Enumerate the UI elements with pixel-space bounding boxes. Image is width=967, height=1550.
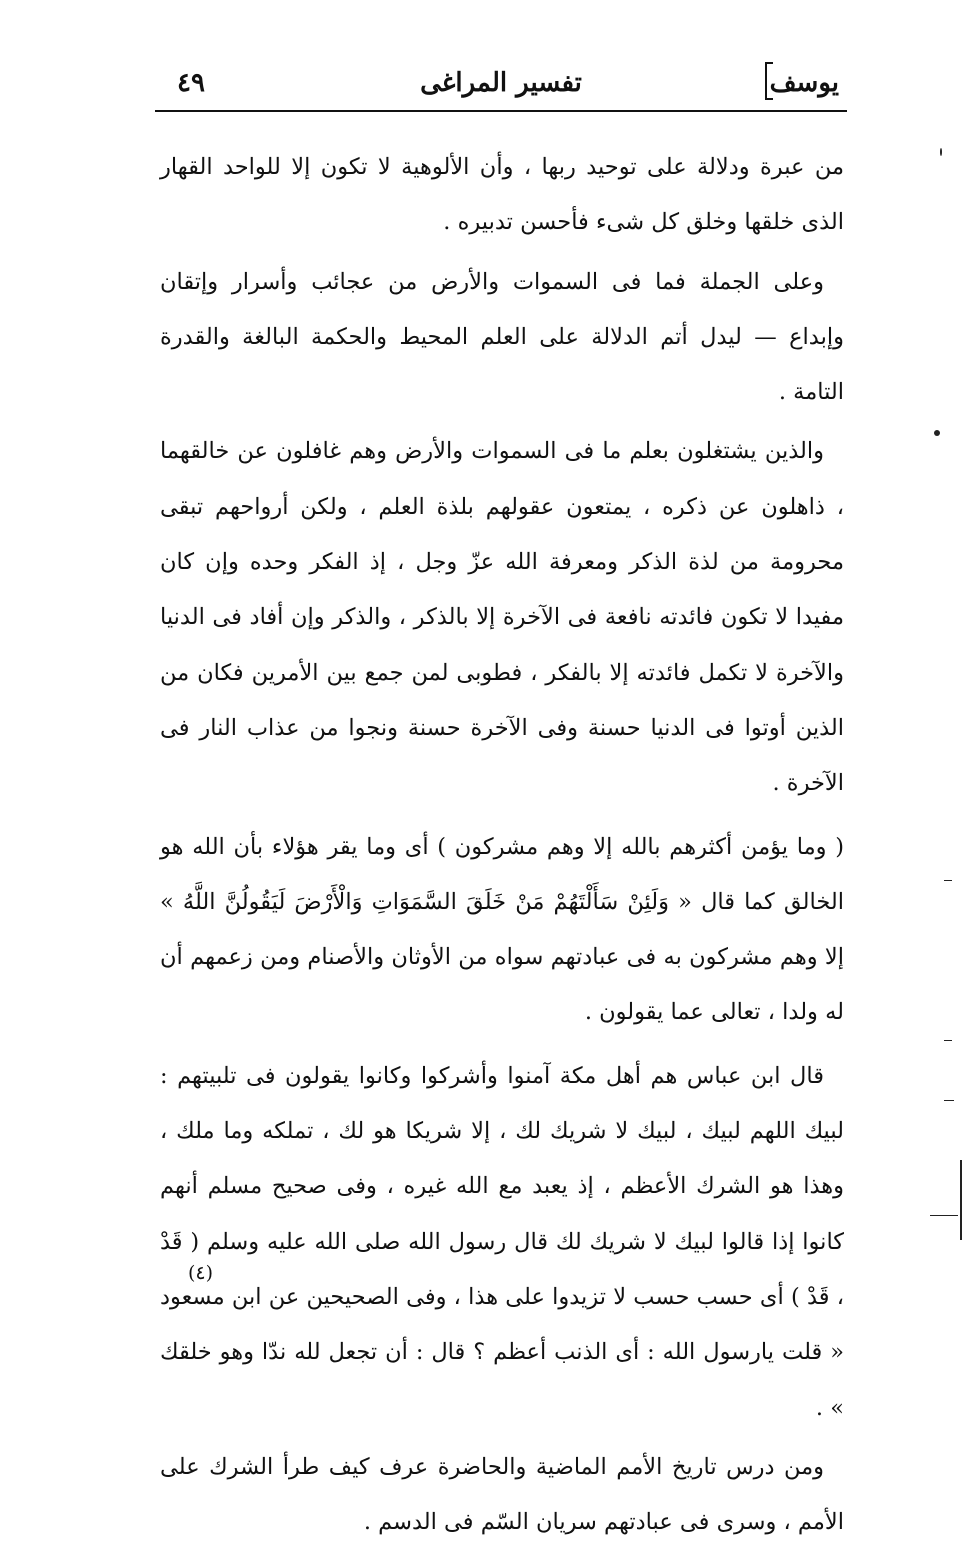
paragraph-6 — [160, 1440, 844, 1550]
text-line: وهم مشركون به فى عبادتهم سواه من الأوثان والأصنام ومن زعمهم أن له ولدا ، — [160, 944, 844, 1026]
text-line: لا شريك لك قال رسول الله صلى الله عليه وسلم ( قَدْ ، قَدْ ) أى حسب حسب — [160, 1228, 844, 1310]
text-line: لا تزيدوا على هذا ، وفى الصحيحين عن ابن مسعود « قلت يارسول الله : أى الذنب — [160, 1283, 844, 1366]
paragraph-1 — [160, 140, 844, 251]
scan-speck — [934, 430, 940, 436]
text-line: ونجوا من عذاب النار فى الآخرة . — [160, 714, 844, 797]
text-line: تعالى عما يقولون . — [584, 999, 761, 1026]
text-line: ( وما يؤمن أكثرهم بالله إلا وهم مشركون ) أى وما يقر هؤلاء بأن الله هو — [160, 833, 844, 860]
text-line: هو الشرك الأعظم ، إذ يعبد مع الله غيره ، وفى صحيح مسلم أنهم كانوا إذا قالوا لبيك — [160, 1173, 845, 1255]
text-line: عن ذكره ، يمتعون عقولهم بلذة العلم ، ولكن أرواحهم تبقى محرومة من لذة الذكر — [160, 493, 844, 576]
header-bracket — [765, 62, 773, 100]
text-line: فطوبى لمن جمع بين الأمرين فكان من الذين أوتوا فى الدنيا حسنة وفى الآخرة حسنة — [160, 659, 844, 741]
scan-edge-line — [960, 1160, 962, 1240]
paragraph-5 — [160, 1049, 844, 1436]
scan-speck — [944, 1100, 954, 1101]
paragraph-2 — [160, 255, 844, 421]
text-line: أعظم ؟ قال : أن تجعل لله ندّا وهو خلقك » . — [160, 1339, 844, 1421]
text-line: والذين يشتغلون بعلم ما فى السموات والأرض وهم غافلون عن خالقهما ، ذاهلون — [160, 438, 844, 520]
text-line: وعلى الجملة فما فى السموات والأرض من عجائب وأسرار وإتقان وإبداع — — [160, 268, 844, 350]
text-line: ومعرفة الله عزّ وجل ، إذ الفكر وحده وإن كان مفيدا لا تكون فائدته نافعة — [160, 549, 844, 631]
text-line: قال ابن عباس هم أهل مكة آمنوا وأشركوا وكانوا يقولون فى تلبيتهم : لبيك — [160, 1062, 844, 1145]
text-line: وسرى فى عبادتهم سريان السّم فى الدسم . — [363, 1509, 777, 1536]
page-header — [155, 60, 847, 110]
paragraph-3 — [160, 424, 844, 811]
signature-mark: (٤) — [188, 1262, 214, 1284]
text-line: خلقها وخلق كل شىء فأحسن تدبيره . — [443, 209, 795, 236]
text-line: ليدل أتم الدلالة على العلم المحيط والحكمة البالغة والقدرة التامة . — [160, 323, 844, 406]
text-line: ومن درس تاريخ الأمم الماضية والحاضرة عرف كيف طرأ الشرك على الأمم ، — [160, 1453, 844, 1536]
header-divider — [155, 110, 847, 112]
page-number: ٤٩ — [177, 68, 205, 98]
book-title: تفسير المراغى — [420, 68, 582, 98]
text-line: فى الآخرة إلا بالذكر ، والذكر وإن أفاد فى الدنيا والآخرة لا تكمل فائدته إلا بالفكر ، — [160, 604, 845, 686]
paragraph-4 — [160, 820, 844, 1041]
surah-name: يوسف — [769, 68, 839, 98]
text-line: الخالق كما قال « وَلَئِنْ سَأَلْتَهُمْ مَنْ خَلَقَ السَّمَوَاتِ وَالْأَرْضَ لَيَقُولُنَّ اللَّهُ » إلا — [160, 888, 844, 971]
scan-speck — [944, 1040, 952, 1041]
scan-speck — [940, 148, 942, 156]
text-line: من عبرة ودلالة على توحيد ربها ، وأن الألوهية لا تكون إلا للواحد القهار الذى — [160, 154, 844, 236]
scan-speck — [944, 880, 952, 881]
tafsir-text — [160, 140, 844, 1550]
scan-edge-tick — [930, 1215, 958, 1216]
text-line: اللهم لبيك ، لبيك لا شريك لك ، إلا شريكا هو لك ، تملكه وما ملك ، وهذا — [160, 1118, 844, 1200]
